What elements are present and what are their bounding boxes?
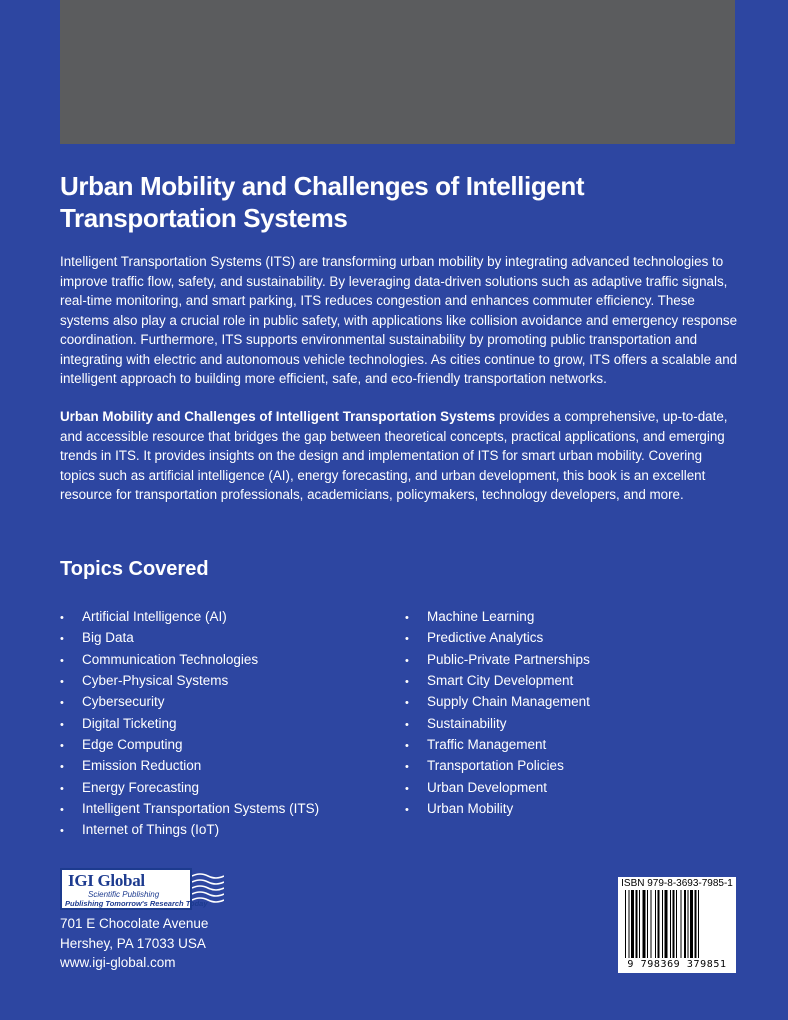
topics-list-right (405, 607, 590, 820)
logo-name: IGI Global (68, 871, 145, 890)
logo-subtitle: Scientific Publishing (88, 890, 160, 899)
topic-label: Artificial Intelligence (AI) (82, 609, 227, 624)
topic-item (405, 671, 590, 692)
bullet-icon: • (405, 740, 409, 753)
topic-item (405, 778, 590, 799)
bullet-icon: • (60, 654, 64, 667)
topics-list-left (60, 607, 319, 842)
bullet-icon: • (60, 718, 64, 731)
topic-item (405, 607, 590, 628)
isbn-label: ISBN 979-8-3693-7985-1 (621, 878, 733, 889)
topic-label: Traffic Management (427, 737, 547, 753)
description-paragraph-1: Intelligent Transportation Systems (ITS) are transforming urban mobility by integrating advanced technologies to improve traffic flow, safety, and sustainability. By leveraging data-driven solutions such as adaptive traffic signals, real-time monitoring, and smart parking, ITS reduces congestion and enhances commuter efficiency. These systems also play a crucial role in public safety, with applications like collision avoidance and emergency response coordination. Furthermore, ITS supports environmental sustainability by promoting public transportation and integrating with electric and autonomous vehicle technologies. As cities continue to grow, ITS offers a scalable and intelligent approach to building more efficient, safe, and eco-friendly transportation networks. (60, 254, 738, 386)
description-paragraph-2 (60, 407, 740, 505)
barcode-number: 9 798369 379851 (627, 959, 727, 970)
topic-item (60, 671, 319, 692)
topic-label: Machine Learning (427, 609, 535, 624)
topic-item (405, 756, 590, 777)
isbn-barcode (618, 877, 736, 973)
topic-label: Urban Development (427, 779, 548, 795)
address-line-1: 701 E Chocolate Avenue (60, 916, 209, 931)
topic-label: Edge Computing (82, 737, 183, 753)
publisher-website: www.igi-global.com (60, 955, 176, 970)
topic-item (405, 799, 590, 820)
topic-item (405, 628, 590, 649)
topic-item (60, 820, 319, 841)
logo-wave-lines-icon (192, 870, 224, 910)
bullet-icon: • (60, 676, 64, 689)
bullet-icon: • (60, 697, 64, 710)
topic-label: Intelligent Transportation Systems (ITS) (82, 801, 320, 817)
bullet-icon: • (405, 612, 409, 624)
topic-label: Supply Chain Management (427, 694, 590, 710)
publisher-logo (60, 868, 208, 910)
topic-label: Public-Private Partnerships (427, 651, 590, 667)
logo-tagline: Publishing Tomorrow's Research Today (65, 899, 208, 908)
topic-label: Emission Reduction (82, 758, 202, 774)
topic-label: Sustainability (427, 715, 507, 731)
bullet-icon: • (60, 761, 64, 774)
topic-item (405, 692, 590, 713)
topics-heading: Topics Covered (60, 558, 209, 580)
bullet-icon: • (405, 804, 409, 817)
book-title-inline: Urban Mobility and Challenges of Intelligent Transportation Systems (60, 409, 496, 424)
topic-item (60, 607, 319, 628)
bullet-icon: • (405, 633, 409, 646)
topic-label: Internet of Things (IoT) (82, 822, 220, 838)
topic-item (60, 628, 319, 649)
topic-label: Energy Forecasting (82, 779, 200, 795)
bullet-icon: • (405, 654, 409, 667)
topic-label: Cybersecurity (82, 694, 165, 710)
bullet-icon: • (60, 804, 64, 817)
topic-label: Digital Ticketing (82, 715, 177, 731)
topic-item (405, 714, 590, 735)
topic-label: Urban Mobility (427, 801, 514, 817)
book-title: Urban Mobility and Challenges of Intelligent Transportation Systems (60, 171, 585, 233)
bullet-icon: • (60, 782, 64, 795)
topic-item (60, 714, 319, 735)
topic-label: Predictive Analytics (427, 630, 544, 646)
topic-label: Communication Technologies (82, 651, 259, 667)
topic-label: Cyber-Physical Systems (82, 673, 229, 689)
topic-item (60, 692, 319, 713)
topic-item (60, 799, 319, 820)
topic-item (405, 735, 590, 756)
barcode-bars-icon (625, 890, 729, 958)
publisher-address (60, 914, 208, 973)
topic-item (405, 650, 590, 671)
topic-item (60, 778, 319, 799)
address-line-2: Hershey, PA 17033 USA (60, 935, 206, 951)
bullet-icon: • (60, 612, 64, 624)
bullet-icon: • (60, 740, 64, 753)
bullet-icon: • (405, 761, 409, 774)
cover-image-panel (60, 0, 735, 144)
bullet-icon: • (60, 633, 64, 646)
description-paragraph-2-text: provides a comprehensive, up-to-date, and accessible resource that bridges the gap between theoretical concepts, practical applications, and emerging trends in ITS. It provides insights on the design and implementation of ITS for smart urban mobility. Covering topics such as artificial intelligence (AI), energy forecasting, and urban development, this book is an excellent resource for transportation professionals, academicians, policymakers, technology developers, and more. (60, 409, 728, 502)
bullet-icon: • (405, 697, 409, 710)
topic-label: Big Data (82, 630, 134, 646)
topic-item (60, 735, 319, 756)
topic-item (60, 756, 319, 777)
bullet-icon: • (405, 676, 409, 689)
topic-label: Transportation Policies (427, 758, 564, 774)
bullet-icon: • (405, 718, 409, 731)
topic-item (60, 650, 319, 671)
topic-label: Smart City Development (427, 673, 574, 689)
bullet-icon: • (60, 825, 64, 838)
bullet-icon: • (405, 782, 409, 795)
